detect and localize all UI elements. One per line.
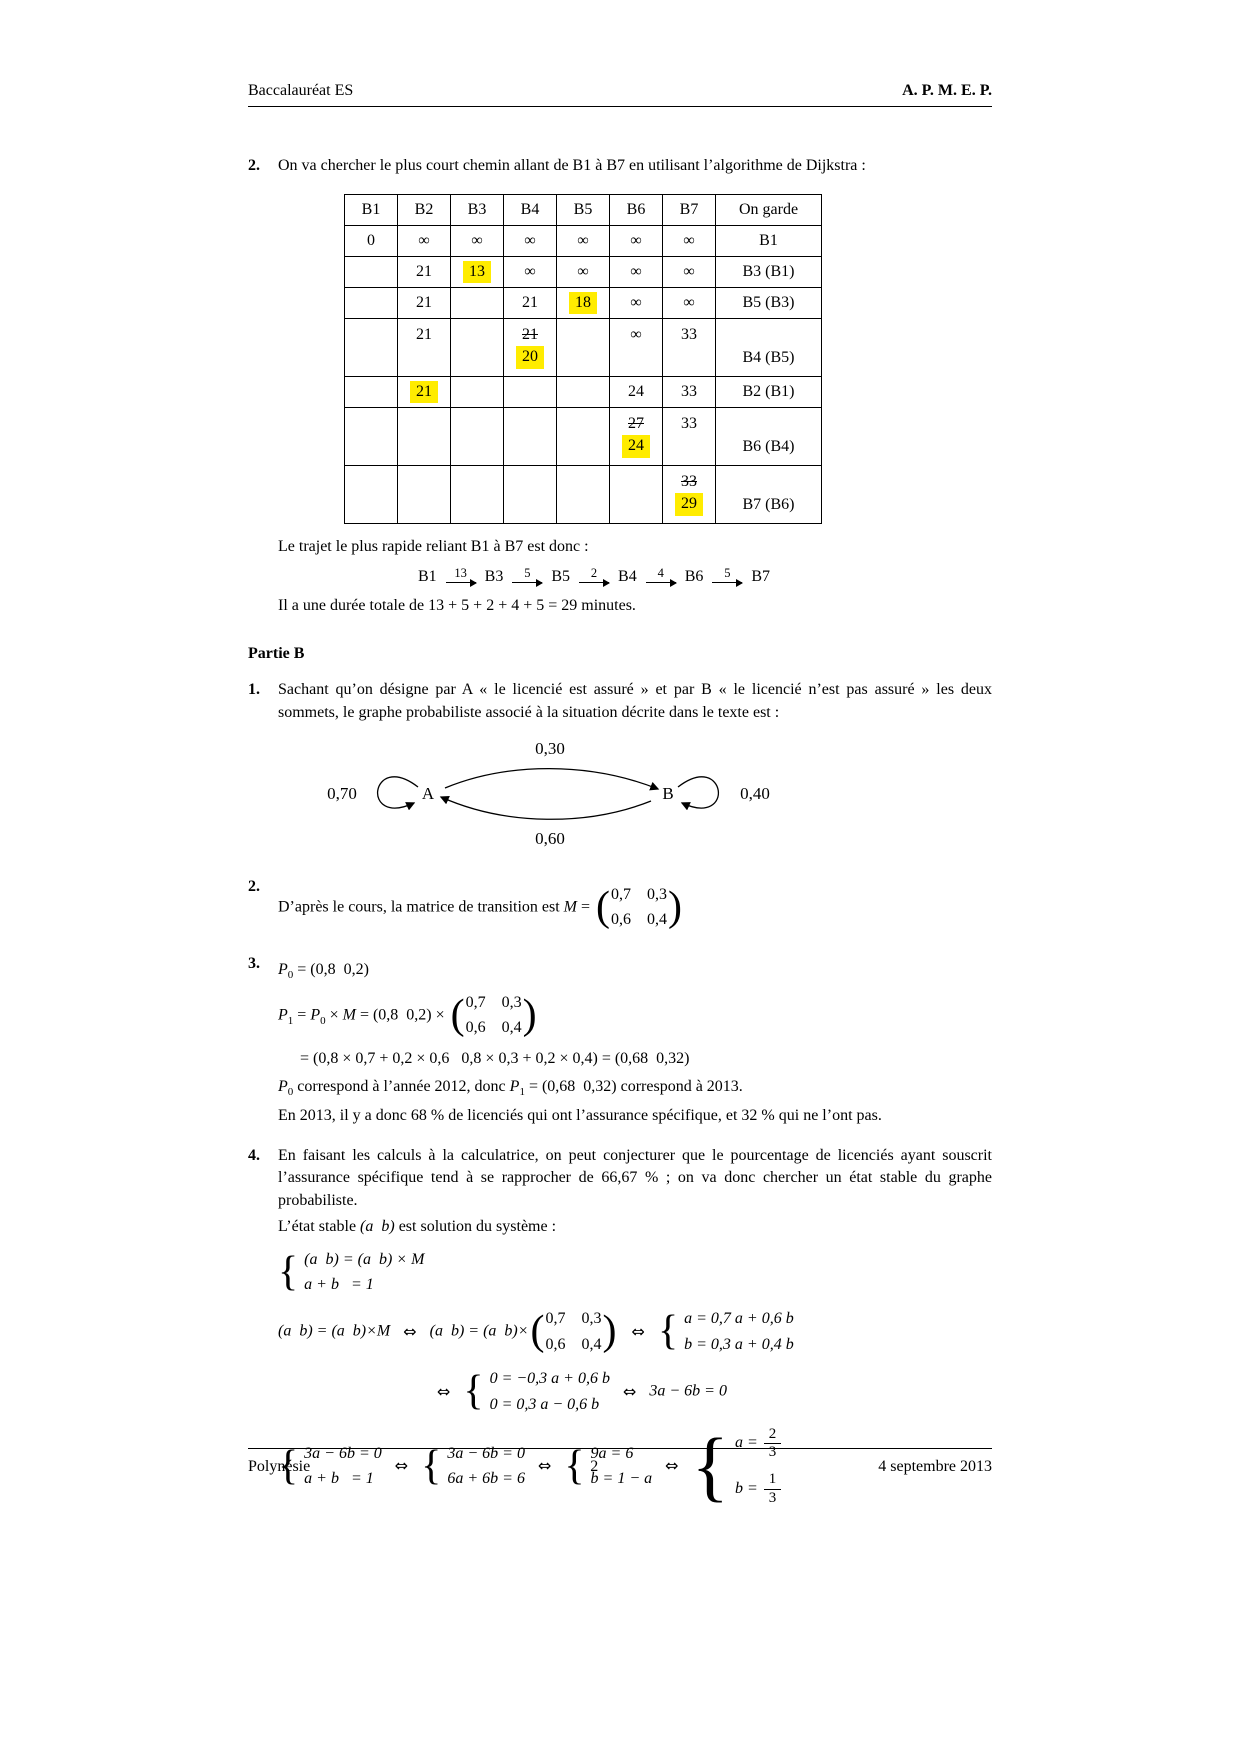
matrix-variable: M (563, 898, 577, 916)
dijkstra-cell (398, 465, 451, 523)
system-brace: { 3a − 6b = 0 6a + 6b = 6 (421, 1443, 525, 1491)
dijkstra-cell: 24 (610, 376, 663, 407)
shortest-path (418, 566, 992, 588)
system-brace: { a = 0,7 a + 0,6 b b = 0,3 a + 0,4 b (658, 1308, 794, 1356)
dijkstra-column-header: B7 (663, 194, 716, 225)
dijkstra-column-header: B5 (557, 194, 610, 225)
dijkstra-cell (451, 287, 504, 318)
trajet-intro: Le trajet le plus rapide reliant B1 à B7 est donc : (278, 537, 589, 555)
header-left: Baccalauréat ES (248, 82, 354, 99)
state-system (278, 1249, 992, 1297)
dijkstra-column-header: B1 (345, 194, 398, 225)
dijkstra-cell: ∞ (451, 225, 504, 256)
dijkstra-cell (504, 376, 557, 407)
iff-arrow: ⇔ (394, 1456, 409, 1476)
transition-matrix (596, 884, 682, 932)
part-b-question-3 (248, 953, 992, 1131)
path-node: B4 (618, 568, 637, 586)
path-node: B7 (751, 568, 771, 586)
dijkstra-cell: 21 (398, 318, 451, 376)
dijkstra-row (345, 225, 822, 256)
dijkstra-cell: ∞ (557, 225, 610, 256)
dijkstra-cell (345, 465, 398, 523)
part-b-question-2 (248, 876, 992, 940)
transition-matrix-line (278, 882, 992, 934)
system-brace: { 3a − 6b = 0 a + b = 1 (278, 1443, 382, 1491)
edge-ab-label: 0,30 (535, 739, 565, 759)
duration-text: Il a une durée totale de 13 + 5 + 2 + 4 + 5 = 29 minutes. (278, 596, 636, 614)
dijkstra-keep-cell: B2 (B1) (716, 376, 822, 407)
path-node: B3 (484, 568, 504, 586)
dijkstra-column-header: B3 (451, 194, 504, 225)
question-text: D’après le cours, la matrice de transition est (278, 898, 560, 916)
dijkstra-cell: 0 (345, 225, 398, 256)
part-b-question-1 (248, 679, 992, 861)
p0-p1-comment: $P_0$ correspond à l’année 2012, donc $P_1 = (0,68$ 0,32) correspond à 2013. (278, 1078, 743, 1099)
dijkstra-cell (504, 465, 557, 523)
loop-a (378, 777, 418, 808)
dijkstra-cell (504, 407, 557, 465)
page-header (248, 80, 992, 107)
dijkstra-cell: 33 29 (663, 465, 716, 523)
matrix-entry: ( 0,7 (611, 885, 632, 903)
dijkstra-cell (345, 407, 398, 465)
transition-matrix: ( 0,7 0,3 0,6 0,4 ) (451, 992, 537, 1040)
edge-ba-label: 0,60 (535, 829, 565, 849)
footer-left: Polynésie (248, 1458, 311, 1475)
question-text: Sachant qu’on désigne par A « le licencié est assuré » et par B « le licencié n’est pas assuré » les deux sommets, le graphe probabiliste associé à la situation décrite dans le texte est : (278, 681, 992, 721)
dijkstra-table (344, 194, 822, 524)
path-arrow-icon: 4 (646, 567, 676, 583)
dijkstra-cell: 33 (663, 318, 716, 376)
dijkstra-row (345, 407, 822, 465)
dijkstra-row (345, 318, 822, 376)
p0-line: $P_0 = (0,8$ 0,2) (278, 961, 369, 982)
dijkstra-cell: 21 (504, 287, 557, 318)
graph-node-b: B (662, 784, 674, 804)
footer-page-number: 2 (590, 1458, 599, 1475)
dijkstra-column-header: B4 (504, 194, 557, 225)
path-node: B6 (684, 568, 704, 586)
dijkstra-cell (345, 287, 398, 318)
dijkstra-cell (557, 465, 610, 523)
dijkstra-header-row (345, 194, 822, 225)
system-brace: { (a b) = (a b) × M a + b = 1 (278, 1249, 424, 1297)
dijkstra-row (345, 256, 822, 287)
question-text: On va chercher le plus court chemin allant de B1 à B7 en utilisant l’algorithme de Dijkstra : (278, 157, 866, 175)
loop-b-label: 0,40 (740, 784, 770, 804)
equivalence-2: ⇔ { 0 = −0,3 a + 0,6 b 0 = 0,3 a − 0,6 b ⇔ 3a − 6b = 0 (428, 1368, 992, 1416)
dijkstra-cell (345, 318, 398, 376)
iff-arrow: ⇔ (665, 1456, 679, 1476)
fraction: $\frac{2}{3}$ (764, 1426, 782, 1462)
path-node: B5 (551, 568, 571, 586)
dijkstra-cell: 21 (398, 256, 451, 287)
partie-b-heading: Partie B (248, 644, 305, 662)
dijkstra-row (345, 287, 822, 318)
item-number: 4. (248, 1147, 260, 1165)
dijkstra-cell: ∞ (663, 256, 716, 287)
question-text: En faisant les calculs à la calculatrice, on peut conjecturer que le pourcentage de licenciés ayant souscrit l’assurance spécifique tend à se rapprocher de 66,67 % ; on va donc chercher un état stable du graphe probabiliste. (278, 1147, 992, 1209)
dijkstra-cell: ∞ (504, 256, 557, 287)
dijkstra-cell (557, 318, 610, 376)
dijkstra-cell: ∞ (610, 256, 663, 287)
footer-right: 4 septembre 2013 (878, 1458, 992, 1475)
graph-node-a: A (421, 784, 435, 804)
iff-arrow: ⇔ (537, 1456, 552, 1476)
dijkstra-column-header: B6 (610, 194, 663, 225)
path-arrow-icon: 5 (712, 567, 742, 583)
stable-state-line: L’état stable (a b) est solution du système : (278, 1218, 557, 1236)
edge-b-to-a (441, 797, 651, 819)
dijkstra-column-header: B2 (398, 194, 451, 225)
iff-arrow: ⇔ (622, 1381, 637, 1401)
dijkstra-cell: ∞ (557, 256, 610, 287)
item-number: 1. (248, 681, 260, 699)
dijkstra-cell: ∞ (610, 287, 663, 318)
dijkstra-cell: ∞ (610, 318, 663, 376)
dijkstra-cell (451, 465, 504, 523)
dijkstra-row (345, 465, 822, 523)
p1-result-line: = (0,8 × 0,7 + 0,2 × 0,6 0,8 × 0,3 + 0,2 × 0,4) = (0,68 0,32) (300, 1049, 690, 1067)
equivalence-1: (a b) = (a b)×M ⇔ (a b) = (a b)× ( 0,7 0,3 0,6 0,4 ) ⇔ { a = 0,7 a + 0,6 b b = 0,3 a + 0,4 b (278, 1306, 992, 1358)
dijkstra-keep-cell: B5 (B3) (716, 287, 822, 318)
system-brace: { 0 = −0,3 a + 0,6 b 0 = 0,3 a − 0,6 b (463, 1368, 610, 1416)
item-number: 2. (248, 157, 260, 175)
path-arrow-icon: 5 (512, 567, 542, 583)
dijkstra-column-header: On garde (716, 194, 822, 225)
probabilistic-graph (308, 736, 788, 848)
dijkstra-keep-cell: B7 (B6) (716, 465, 822, 523)
loop-a-label: 0,70 (327, 784, 357, 804)
dijkstra-cell: 33 (663, 376, 716, 407)
dijkstra-keep-cell: B6 (B4) (716, 407, 822, 465)
iff-arrow: ⇔ (403, 1322, 417, 1342)
page-footer (248, 1448, 992, 1478)
dijkstra-cell: 27 24 (610, 407, 663, 465)
path-arrow-icon: 2 (579, 567, 609, 583)
iff-arrow: ⇔ (437, 1381, 451, 1401)
matrix-entry: 0,4 (647, 910, 668, 928)
dijkstra-cell (610, 465, 663, 523)
dijkstra-cell (398, 407, 451, 465)
dijkstra-cell (557, 376, 610, 407)
solution-system: { a = $\frac{2}{3}$ b = $\frac{1}{3}$ (692, 1426, 782, 1507)
item-number: 2. (248, 877, 260, 895)
item-number: 3. (248, 955, 260, 973)
graph-container (308, 736, 992, 855)
dijkstra-cell: ∞ (663, 225, 716, 256)
dijkstra-cell (345, 256, 398, 287)
p1-line: $P_1 = P_0 \times M = (0,8$ 0,2) × ( 0,7 0,3 0,6 0,4 ) (278, 990, 992, 1042)
dijkstra-cell: 18 (557, 287, 610, 318)
path-arrow-icon: 13 (446, 567, 476, 583)
iff-arrow: ⇔ (631, 1322, 645, 1342)
dijkstra-cell (451, 407, 504, 465)
dijkstra-cell: ∞ (663, 287, 716, 318)
dijkstra-cell: ∞ (504, 225, 557, 256)
system-brace: { 9a = 6 b = 1 − a (564, 1443, 652, 1491)
dijkstra-cell (451, 376, 504, 407)
dijkstra-cell (557, 407, 610, 465)
dijkstra-keep-cell: B4 (B5) (716, 318, 822, 376)
matrix-entry: 0,6 (611, 910, 632, 928)
path-node: B1 (418, 568, 437, 586)
transition-matrix: ( 0,7 0,3 0,6 0,4 ) (531, 1308, 617, 1356)
edge-a-to-b (445, 769, 658, 789)
dijkstra-cell (451, 318, 504, 376)
dijkstra-cell: 21 20 (504, 318, 557, 376)
dijkstra-cell: 21 (398, 287, 451, 318)
dijkstra-keep-cell: B1 (716, 225, 822, 256)
part-a-question-2 (248, 155, 992, 621)
matrix-entry: 0,3 (647, 885, 668, 903)
conclusion-2013: En 2013, il y a donc 68 % de licenciés qui ont l’assurance spécifique, et 32 % qui ne l’ont pas. (278, 1106, 882, 1124)
fraction: $\frac{1}{3}$ (764, 1471, 782, 1507)
dijkstra-cell (345, 376, 398, 407)
dijkstra-keep-cell: B3 (B1) (716, 256, 822, 287)
loop-b (678, 777, 718, 808)
dijkstra-cell: 33 (663, 407, 716, 465)
dijkstra-row (345, 376, 822, 407)
dijkstra-cell: ∞ (398, 225, 451, 256)
equals-sign: = (581, 898, 591, 916)
dijkstra-cell: 21 (398, 376, 451, 407)
dijkstra-cell: 13 (451, 256, 504, 287)
dijkstra-cell: ∞ (610, 225, 663, 256)
header-right: A. P. M. E. P. (902, 82, 992, 99)
